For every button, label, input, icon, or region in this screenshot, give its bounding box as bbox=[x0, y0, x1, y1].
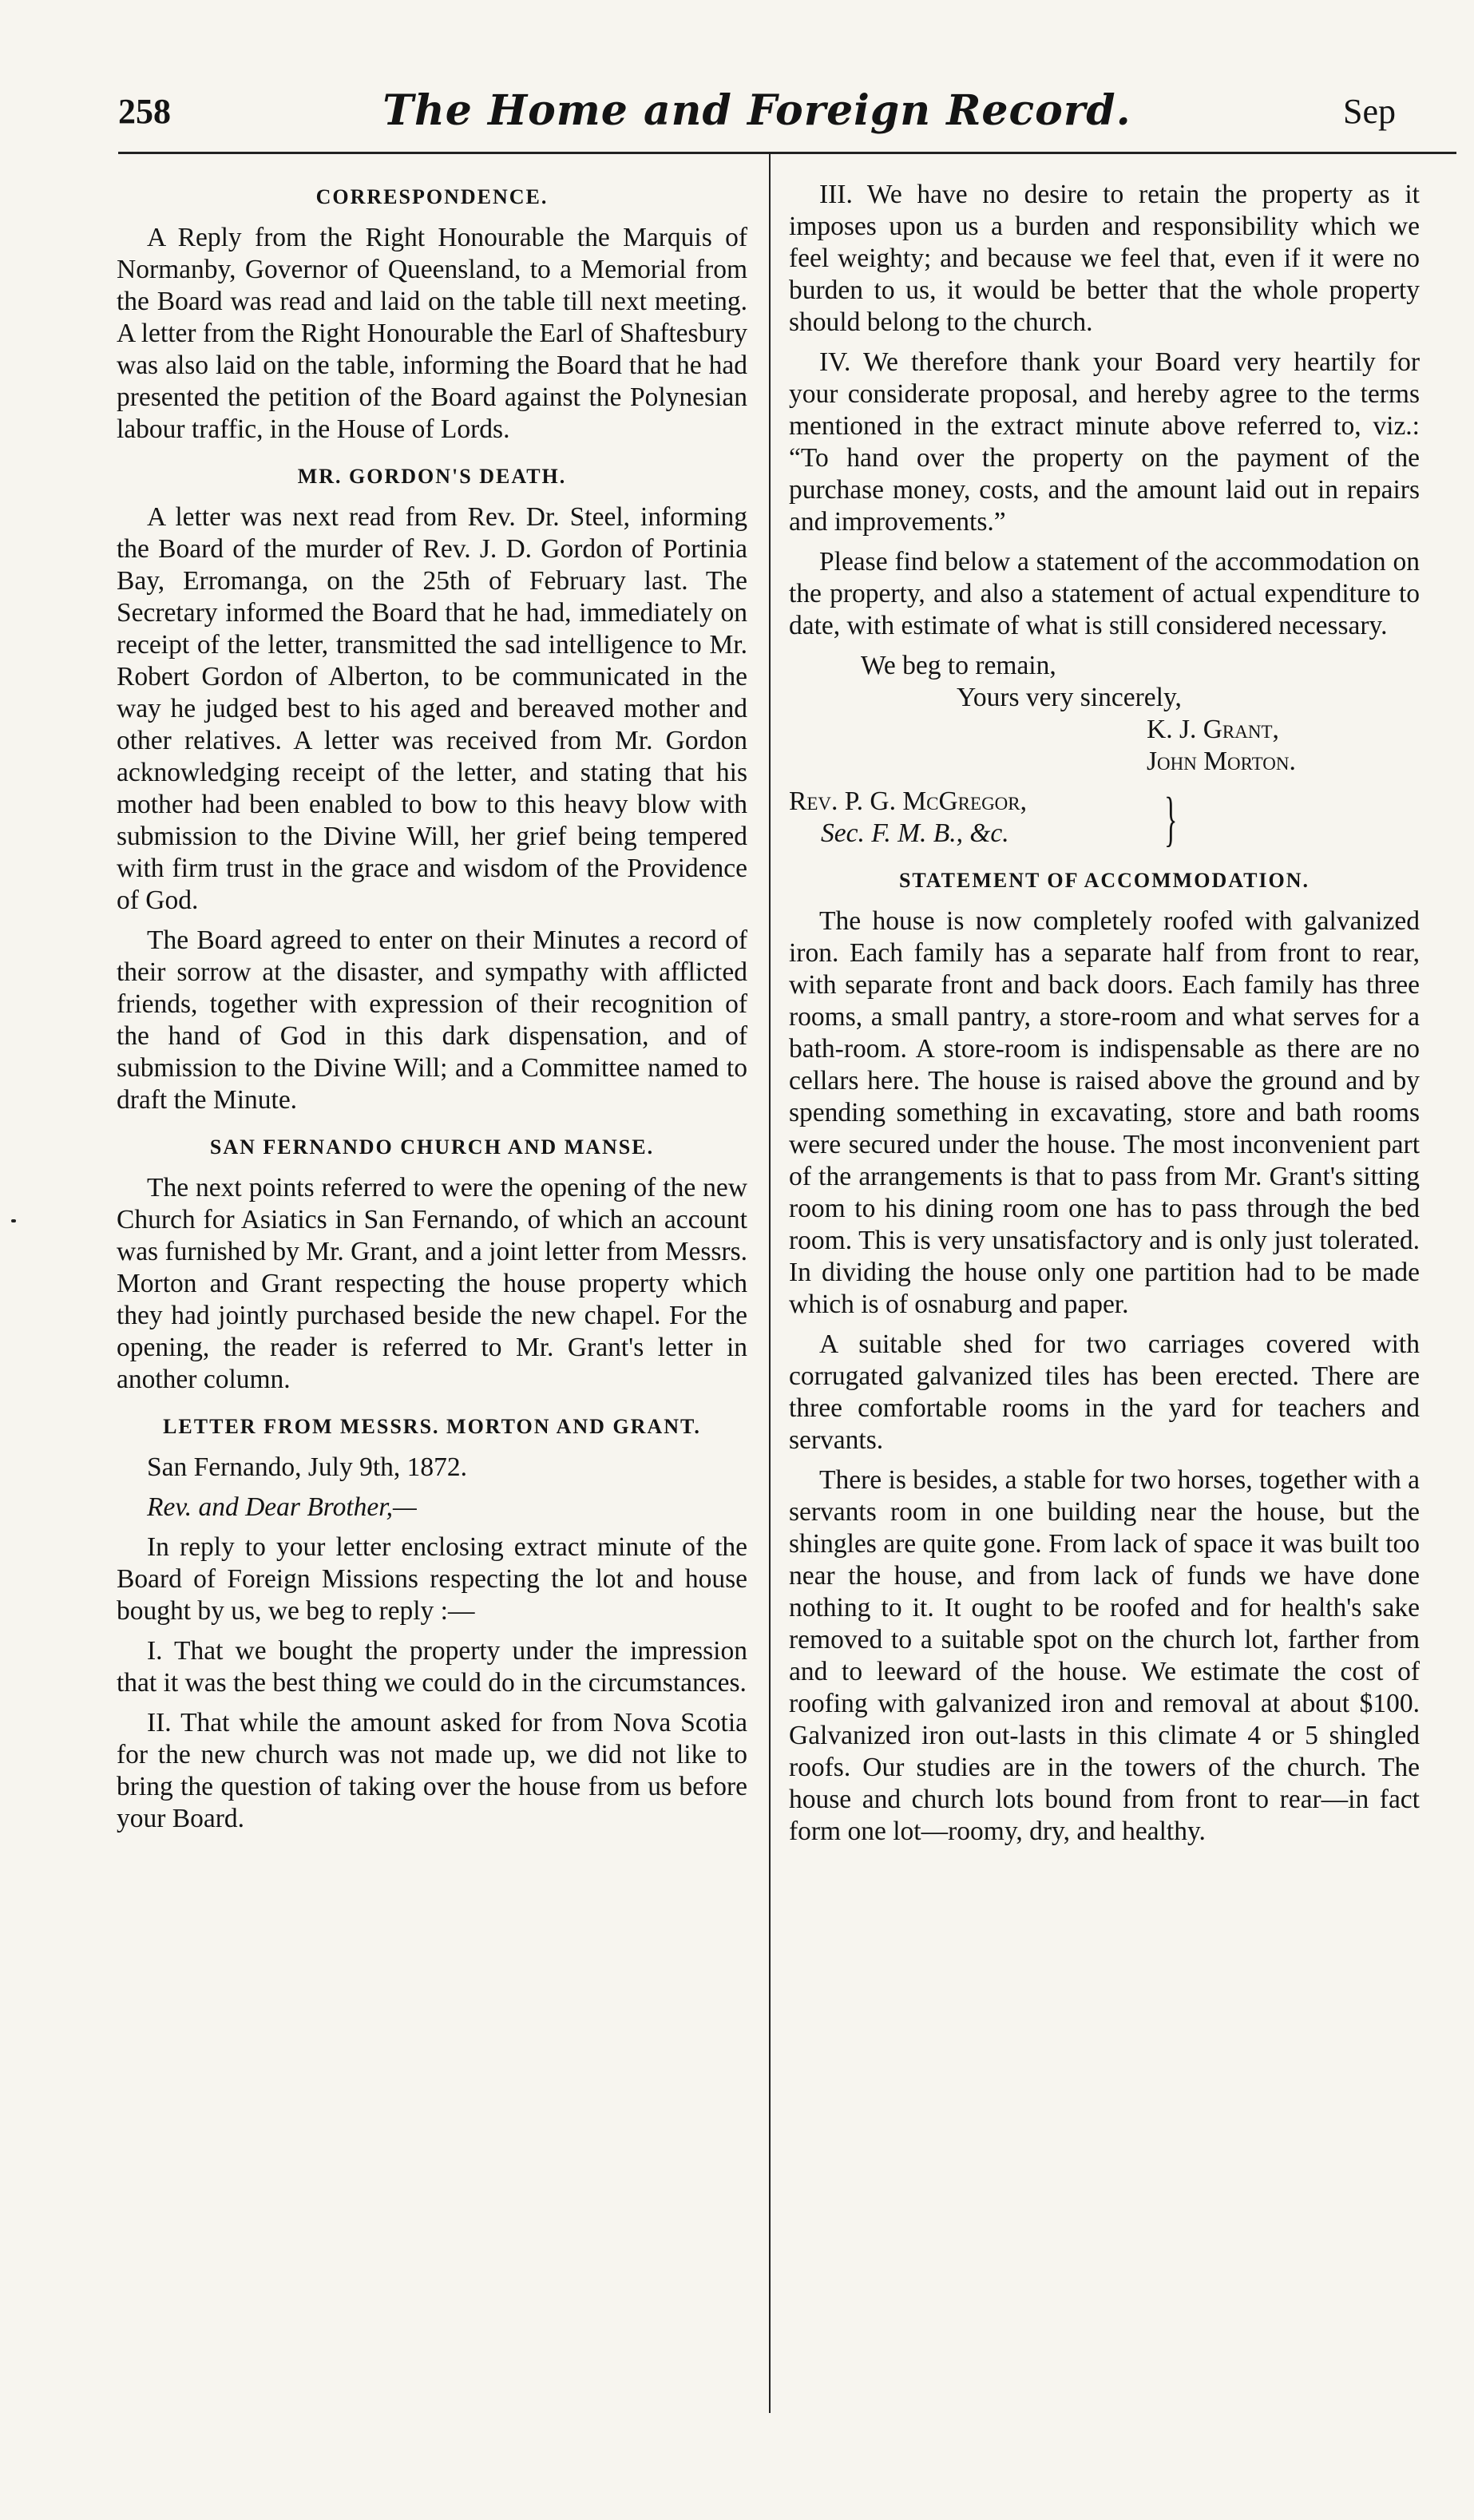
journal-title: The Home and Foreign Record. bbox=[382, 86, 1131, 135]
letter-addressee bbox=[789, 786, 1420, 853]
paragraph: A suitable shed for two carriages covered with corrugated galvanized tiles has been erected. There are three comfortable rooms in the yard for teachers and servants. bbox=[789, 1329, 1420, 1455]
section-heading-correspondence: CORRESPONDENCE. bbox=[315, 185, 549, 208]
paragraph: The Board agreed to enter on their Minutes a record of their sorrow at the disaster, and sympathy with afflicted friends, together with expression of their recognition of the hand of God in this dark dispensation, and of submission to the Divine Will; and a Committee named to draft the Minute. bbox=[117, 925, 747, 1115]
letter-salutation: Rev. and Dear Brother,— bbox=[147, 1492, 417, 1522]
paragraph: In reply to your letter enclosing extract minute of the Board of Foreign Missions respecting the lot and house bought by us, we beg to reply :— bbox=[117, 1532, 747, 1626]
left-column bbox=[117, 179, 747, 1843]
paragraph: II. That while the amount asked for from Nova Scotia for the new church was not made up, we did not like to bring the question of taking over the house from us before your Board. bbox=[117, 1708, 747, 1833]
section-heading-gordons-death: MR. GORDON'S DEATH. bbox=[297, 465, 567, 488]
page-number: 258 bbox=[118, 92, 171, 131]
print-speck bbox=[11, 1219, 16, 1222]
closing-line: Yours very sincerely, bbox=[957, 683, 1182, 712]
header-rule bbox=[118, 152, 1456, 154]
section-heading-san-fernando: SAN FERNANDO CHURCH AND MANSE. bbox=[209, 1135, 655, 1159]
paragraph: Please find below a statement of the accommodation on the property, and also a statement of actual expenditure to date, with estimate of what is still considered necessary. bbox=[789, 547, 1420, 640]
addressee-name: Rev. P. G. McGregor, bbox=[789, 787, 1028, 816]
paragraph: A Reply from the Right Honourable the Marquis of Normanby, Governor of Queensland, to a Memorial from the Board was read and laid on the table till next meeting. A letter from the Right Honourable the Earl of Shaftesbury was also laid on the table, informing the Board that he had presented the petition of the Board against the Polynesian labour traffic, in the House of Lords. bbox=[117, 223, 747, 444]
signature-name: K. J. Grant, bbox=[1147, 715, 1279, 744]
paragraph: I. That we bought the property under the impression that it was the best thing we could do in the circumstances. bbox=[117, 1636, 747, 1698]
brace-mark: } bbox=[1164, 786, 1178, 853]
column-divider bbox=[769, 153, 771, 2413]
paragraph: The next points referred to were the opening of the new Church for Asiatics in San Fernando, of which an account was furnished by Mr. Grant, and a joint letter from Messrs. Morton and Grant respecting the house property which they had jointly purchased beside the new chapel. For the opening, the reader is referred to Mr. Grant's letter in another column. bbox=[117, 1173, 747, 1394]
addressee-title: Sec. F. M. B., &c. bbox=[821, 818, 1009, 848]
paragraph: III. We have no desire to retain the property as it imposes upon us a burden and responsibility which we feel weighty; and because we feel that, even if it were no burden to us, it would be better that the whole property should belong to the church. bbox=[789, 180, 1420, 337]
section-heading-accommodation: STATEMENT OF ACCOMMODATION. bbox=[898, 869, 1310, 892]
paragraph: The house is now completely roofed with galvanized iron. Each family has a separate half from front to rear, with separate front and back doors. Each family has three rooms, a small pantry, a store-room and what serves for a bath-room. A store-room is indispensable as there are no cellars here. The house is raised above the ground and by spending something in excavating, store and bath rooms were secured under the house. The most inconvenient part of the arrangements is that to pass from Mr. Grant's sitting room to his dining room one has to pass through the bed room. This is very unsatisfactory and is only just tolerated. In dividing the house only one partition had to be made which is of osnaburg and paper. bbox=[789, 906, 1420, 1319]
paragraph: IV. We therefore thank your Board very heartily for your considerate proposal, and hereby agree to the terms mentioned in the extract minute above referred to, viz.: “To hand over the property on the payment of the purchase money, costs, and the amount laid out in repairs and improvements.” bbox=[789, 347, 1420, 537]
right-column bbox=[789, 179, 1420, 1856]
letter-closing bbox=[789, 650, 1420, 778]
paragraph: There is besides, a stable for two horses, together with a servants room in one building near the house, but the shingles are quite gone. From lack of space it was built too near the house, and from lack of funds we have done nothing to it. It ought to be roofed and for health's sake removed to a suitable spot on the church lot, farther from and to leeward of the house. We estimate the cost of roofing with galvanized iron and removal at about $100. Galvanized iron out-lasts in this climate 4 or 5 shingled roofs. Our studies are in the towers of the church. The house and church lots bound from front to rear—in fact form one lot—roomy, dry, and healthy. bbox=[789, 1465, 1420, 1846]
paragraph: A letter was next read from Rev. Dr. Steel, informing the Board of the murder of Rev. J. D. Gordon of Portinia Bay, Erromanga, on the 25th of February last. The Secretary informed the Board that he had, immediately on receipt of the letter, transmitted the sad intelligence to Mr. Robert Gordon of Alberton, to be communicated in the way he judged best to his aged and bereaved mother and other relatives. A letter was received from Mr. Gordon acknowledging receipt of the letter, and stating that his mother had been enabled to bow to this heavy blow with submission to the Divine Will, her grief being tempered with firm trust in the grace and wisdom of the Providence of God. bbox=[117, 502, 747, 915]
running-month: Sep bbox=[1343, 92, 1396, 131]
page-header bbox=[118, 83, 1396, 147]
section-heading-letter: LETTER FROM MESSRS. MORTON AND GRANT. bbox=[163, 1415, 701, 1438]
letter-dateline: San Fernando, July 9th, 1872. bbox=[147, 1452, 468, 1482]
closing-line: We beg to remain, bbox=[861, 651, 1056, 680]
signature-name: John Morton. bbox=[1147, 747, 1296, 776]
